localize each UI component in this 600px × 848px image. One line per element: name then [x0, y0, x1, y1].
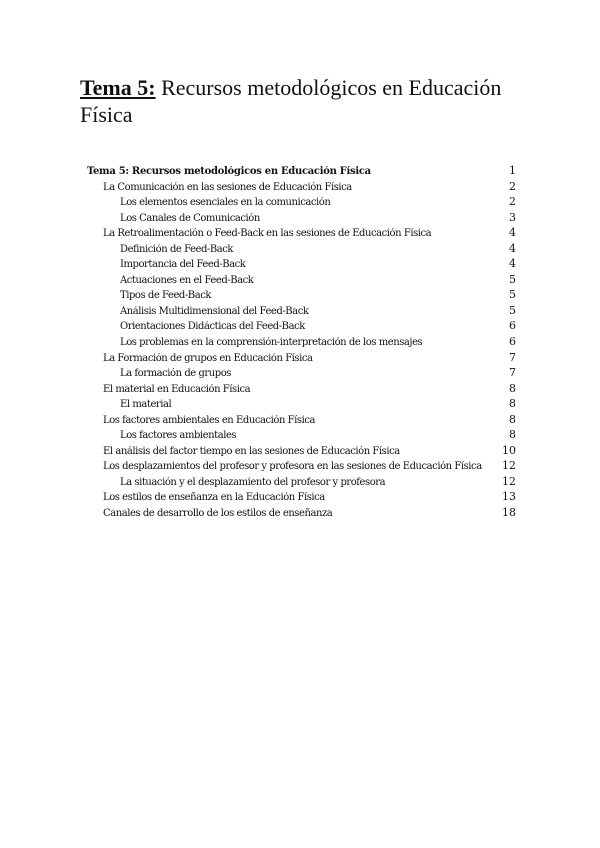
toc-entry-label: El material	[120, 399, 172, 411]
toc-entry-label: Los elementos esenciales en la comunicación	[120, 197, 331, 209]
toc-entry-page-number: 8	[509, 397, 516, 411]
toc-entry[interactable]	[87, 351, 516, 367]
toc-entry[interactable]	[87, 490, 516, 506]
toc-entry-page-number: 8	[509, 412, 516, 426]
toc-entry-page-number: 5	[509, 303, 516, 317]
toc-entry[interactable]	[87, 319, 516, 335]
toc-entry-label: Los problemas en la comprensión-interpretación de los mensajes	[120, 337, 423, 349]
toc-entry[interactable]	[87, 459, 516, 475]
toc-entry-page-number: 2	[509, 195, 516, 209]
toc-entry-label: Tipos de Feed-Back	[120, 290, 211, 302]
toc-entry-label: Los Canales de Comunicación	[120, 212, 260, 224]
toc-entry[interactable]	[87, 257, 516, 273]
toc-entry[interactable]	[87, 195, 516, 211]
toc-entry[interactable]	[87, 288, 516, 304]
toc-entry-page-number: 4	[509, 226, 516, 240]
toc-entry-label: Definición de Feed-Back	[120, 243, 234, 255]
toc-entry[interactable]	[87, 366, 516, 382]
toc-entry-page-number: 8	[509, 381, 516, 395]
toc-entry-page-number: 1	[509, 164, 516, 177]
toc-entry-label: Los factores ambientales	[120, 430, 237, 442]
toc-entry-page-number: 13	[502, 490, 516, 504]
toc-entry[interactable]	[87, 475, 516, 491]
toc-entry-label: El análisis del factor tiempo en las sesiones de Educación Física	[103, 445, 400, 457]
toc-entry[interactable]	[87, 397, 516, 413]
toc-entry[interactable]	[87, 226, 516, 242]
toc-entry-page-number: 6	[509, 335, 516, 349]
toc-entry-page-number: 7	[509, 350, 516, 364]
toc-entry-page-number: 5	[509, 288, 516, 302]
toc-entry[interactable]	[87, 428, 516, 444]
title-text: Recursos metodológicos en Educación Física	[80, 75, 502, 127]
toc-entry-label: Los estilos de enseñanza en la Educación Física	[103, 492, 325, 504]
toc-entry-page-number: 2	[509, 179, 516, 193]
toc-entry[interactable]	[87, 506, 516, 522]
toc-entry-page-number: 5	[509, 272, 516, 286]
toc-entry-page-number: 4	[509, 241, 516, 255]
toc-entry-page-number: 12	[502, 459, 516, 473]
toc-entry-label: El material en Educación Física	[103, 383, 251, 395]
title-prefix: Tema 5:	[80, 75, 156, 100]
toc-entry-page-number: 10	[502, 443, 516, 457]
toc-entry[interactable]	[87, 273, 516, 289]
toc-entry-label: La Retroalimentación o Feed-Back en las sesiones de Educación Física	[103, 228, 432, 240]
toc-entry[interactable]	[87, 164, 516, 180]
toc-entry-label: La Comunicación en las sesiones de Educación Física	[103, 181, 352, 193]
toc-entry[interactable]	[87, 304, 516, 320]
toc-entry-page-number: 12	[502, 474, 516, 488]
page-title	[80, 74, 550, 128]
toc-entry-label: Actuaciones en el Feed-Back	[120, 274, 254, 286]
toc-entry-label: La Formación de grupos en Educación Física	[103, 352, 313, 364]
toc-entry-label: Tema 5: Recursos metodológicos en Educación Física	[87, 166, 371, 177]
toc-entry-label: Los factores ambientales en Educación Física	[103, 414, 316, 426]
toc-entry-label: La situación y el desplazamiento del profesor y profesora	[120, 476, 386, 488]
toc-entry-page-number: 3	[509, 210, 516, 224]
toc-entry[interactable]	[87, 444, 516, 460]
toc-entry-label: Importancia del Feed-Back	[120, 259, 246, 271]
toc-entry[interactable]	[87, 242, 516, 258]
toc-entry-page-number: 6	[509, 319, 516, 333]
toc-entry-page-number: 4	[509, 257, 516, 271]
toc-entry-page-number: 18	[502, 506, 516, 520]
toc-entry[interactable]	[87, 180, 516, 196]
toc-entry[interactable]	[87, 413, 516, 429]
toc-entry-page-number: 7	[509, 366, 516, 380]
table-of-contents	[87, 164, 516, 522]
toc-entry[interactable]	[87, 211, 516, 227]
toc-entry-label: Los desplazamientos del profesor y profesora en las sesiones de Educación Física	[103, 461, 482, 473]
toc-entry-page-number: 8	[509, 428, 516, 442]
toc-entry-label: La formación de grupos	[120, 368, 231, 380]
toc-entry[interactable]	[87, 335, 516, 351]
toc-entry-label: Orientaciones Didácticas del Feed-Back	[120, 321, 305, 333]
toc-entry-label: Canales de desarrollo de los estilos de enseñanza	[103, 508, 333, 520]
toc-entry[interactable]	[87, 382, 516, 398]
toc-entry-label: Análisis Multidimensional del Feed-Back	[120, 305, 309, 317]
